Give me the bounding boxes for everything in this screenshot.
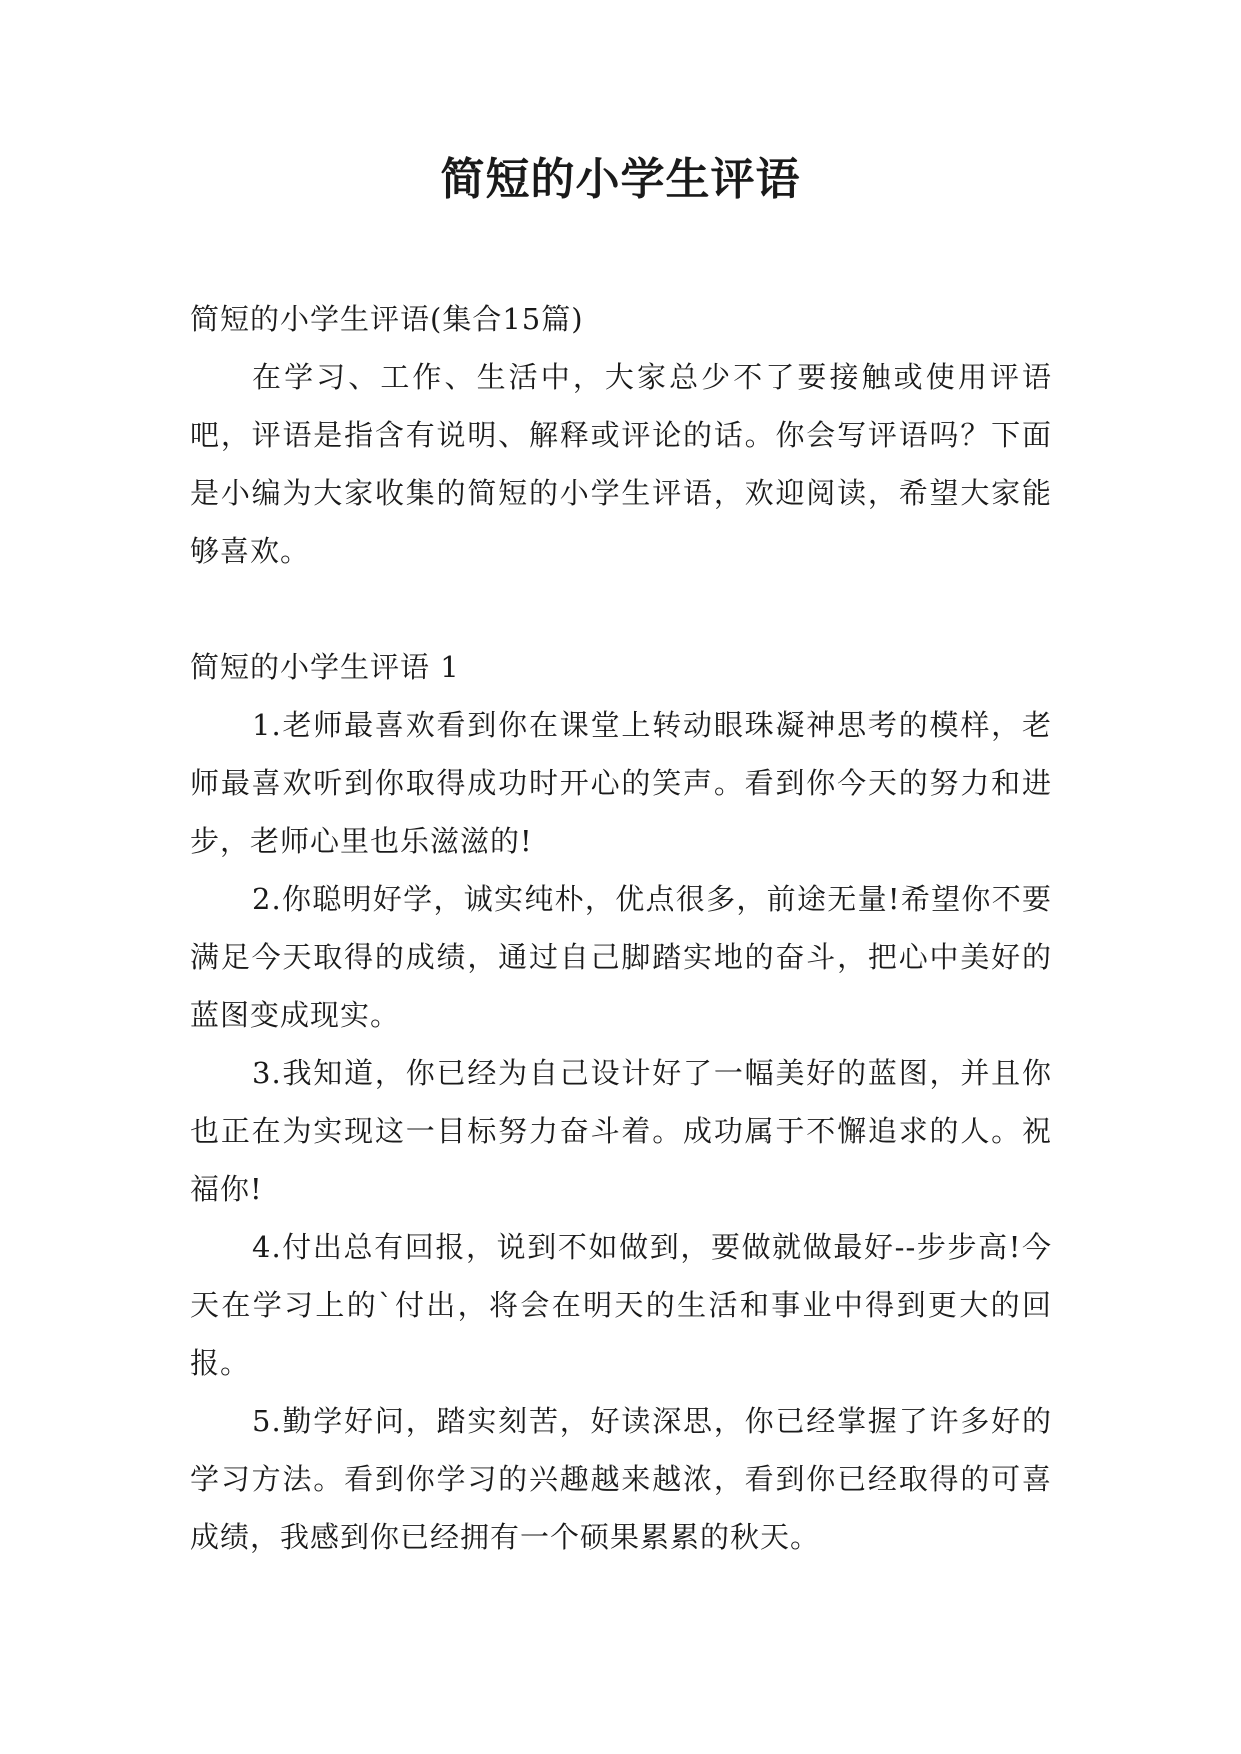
comment-item-2: 2.你聪明好学，诚实纯朴，优点很多，前途无量!希望你不要满足今天取得的成绩，通过自己脚踏实地的奋斗，把心中美好的蓝图变成现实。 [190, 882, 1052, 1032]
document-subtitle: 简短的小学生评语(集合15篇) [190, 302, 584, 336]
section-spacer [190, 580, 1052, 638]
comment-item-3: 3.我知道，你已经为自己设计好了一幅美好的蓝图，并且你也正在为实现这一目标努力奋斗着。成功属于不懈追求的人。祝福你! [190, 1056, 1052, 1206]
document-title: 简短的小学生评语 [440, 154, 801, 205]
comment-item-1: 1.老师最喜欢看到你在课堂上转动眼珠凝神思考的模样，老师最喜欢听到你取得成功时开心的笑声。看到你今天的努力和进步，老师心里也乐滋滋的! [190, 708, 1052, 858]
comment-item-5: 5.勤学好问，踏实刻苦，好读深思，你已经掌握了许多好的学习方法。看到你学习的兴趣越来越浓，看到你已经取得的可喜成绩，我感到你已经拥有一个硕果累累的秋天。 [190, 1404, 1052, 1554]
document-body [190, 290, 1052, 1566]
section-heading: 简短的小学生评语 1 [190, 650, 460, 684]
comment-item-4: 4.付出总有回报，说到不如做到，要做就做最好--步步高!今天在学习上的`付出，将会在明天的生活和事业中得到更大的回报。 [190, 1230, 1052, 1380]
intro-paragraph: 在学习、工作、生活中，大家总少不了要接触或使用评语吧，评语是指含有说明、解释或评论的话。你会写评语吗？下面是小编为大家收集的简短的小学生评语，欢迎阅读，希望大家能够喜欢。 [190, 360, 1052, 568]
